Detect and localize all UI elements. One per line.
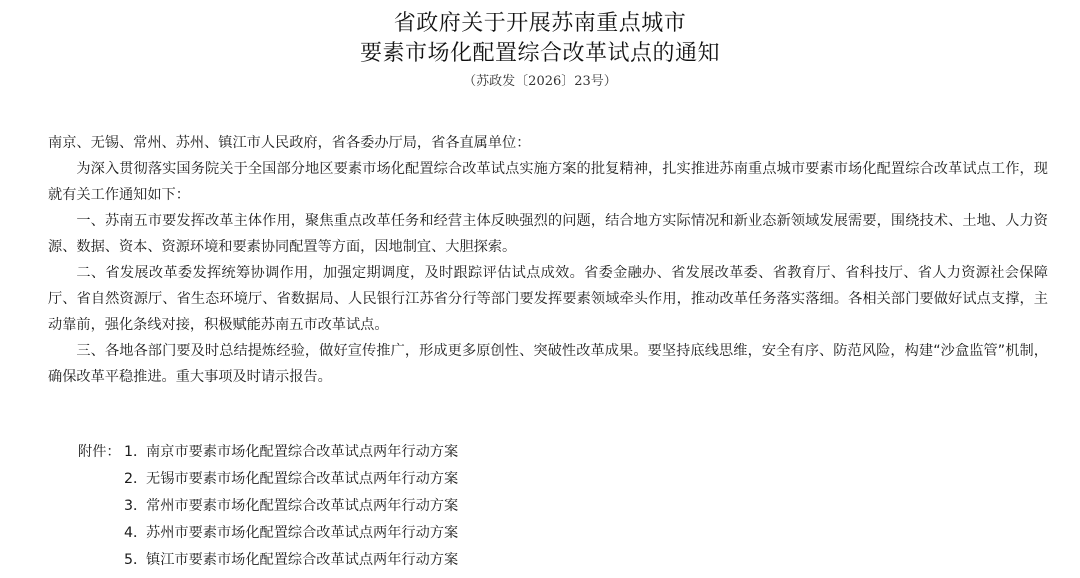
document-title-line-1: 省政府关于开展苏南重点城市 xyxy=(393,11,687,36)
attachment-number: 3． xyxy=(124,498,148,514)
attachment-title: 无锡市要素市场化配置综合改革试点两年行动方案 xyxy=(146,471,459,487)
attachment-number: 5． xyxy=(124,552,148,568)
item-1-paragraph: 一、苏南五市要发挥改革主体作用，聚焦重点改革任务和经营主体反映强烈的问题，结合地方实际情况和新业态新领域发展需要，围绕技术、土地、人力资源、数据、资本、资源环境和要素协同配置等方面，因地制宜、大胆探索。 xyxy=(48,213,1048,255)
item-2-paragraph: 二、省发展改革委发挥统筹协调作用，加强定期调度，及时跟踪评估试点成效。省委金融办、省发展改革委、省教育厅、省科技厅、省人力资源社会保障厅、省自然资源厅、省生态环境厅、省数据局、人民银行江苏省分行等部门要发挥要素领域牵头作用，推动改革任务落实落细。各相关部门要做好试点支撑，主动靠前，强化条线对接，积极赋能苏南五市改革试点。 xyxy=(48,265,1048,333)
item-3-paragraph: 三、各地各部门要及时总结提炼经验，做好宣传推广，形成更多原创性、突破性改革成果。要坚持底线思维，安全有序、防范风险，构建“沙盒监管”机制，确保改革平稳推进。重大事项及时请示报告。 xyxy=(48,343,1048,385)
document-title-line-2: 要素市场化配置综合改革试点的通知 xyxy=(359,41,720,66)
attachment-number: 1． xyxy=(124,444,148,460)
attachment-title: 镇江市要素市场化配置综合改革试点两年行动方案 xyxy=(146,552,459,568)
attachment-label: 附件： xyxy=(78,444,121,460)
attachment-item xyxy=(78,520,458,547)
attachment-item xyxy=(78,493,458,520)
attachment-title: 南京市要素市场化配置综合改革试点两年行动方案 xyxy=(146,444,459,460)
document-number: （苏政发〔2026〕23号） xyxy=(463,74,617,89)
attachment-number: 4． xyxy=(124,525,148,541)
attachment-title: 常州市要素市场化配置综合改革试点两年行动方案 xyxy=(146,498,459,514)
attachment-number: 2． xyxy=(124,471,148,487)
attachment-item xyxy=(78,547,458,574)
document-body xyxy=(48,130,1048,390)
intro-paragraph: 为深入贯彻落实国务院关于全国部分地区要素市场化配置综合改革试点实施方案的批复精神，扎实推进苏南重点城市要素市场化配置综合改革试点工作，现就有关工作通知如下： xyxy=(48,161,1048,203)
attachment-item xyxy=(78,439,458,466)
document-header xyxy=(0,0,1080,92)
attachment-list xyxy=(78,439,458,574)
addressee-line: 南京、无锡、常州、苏州、镇江市人民政府，省各委办厅局，省各直属单位： xyxy=(48,135,531,151)
attachment-title: 苏州市要素市场化配置综合改革试点两年行动方案 xyxy=(146,525,459,541)
attachment-item xyxy=(78,466,458,493)
